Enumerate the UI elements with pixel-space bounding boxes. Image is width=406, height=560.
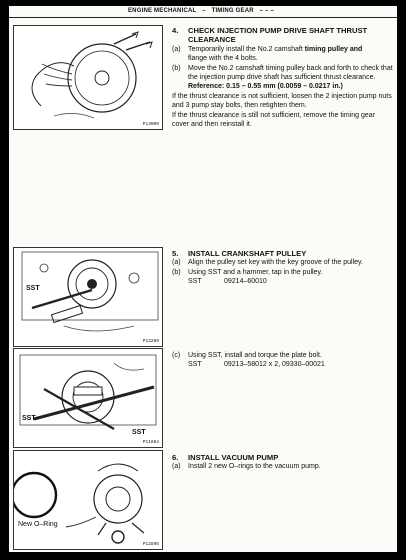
sst-value: 09213–58012 x 2, 09330–00021 xyxy=(224,361,325,369)
step-number: 6. xyxy=(172,453,179,462)
sst-callout: SST xyxy=(26,285,40,292)
sst-callout-left: SST xyxy=(22,415,36,422)
item-text: Align the pulley set key with the key groove of the pulley. xyxy=(188,259,363,267)
item-label: (a) xyxy=(172,463,181,471)
step-5a xyxy=(172,258,394,267)
item-text: Install 2 new O–rings to the vacuum pump. xyxy=(188,463,321,471)
step-4-heading xyxy=(172,26,394,45)
sst-spec xyxy=(188,277,394,286)
header-separator: – xyxy=(202,8,206,14)
step-4-block xyxy=(172,26,394,129)
figure-vacuum-pump xyxy=(13,450,163,550)
step-5-block xyxy=(172,249,394,287)
item-label: (a) xyxy=(172,45,181,53)
o-ring-callout: New O–Ring xyxy=(18,521,58,528)
sst-value: 09214–60010 xyxy=(224,278,267,286)
sst-label: SST xyxy=(188,361,202,369)
figure-crankshaft-pulley-drawing xyxy=(14,248,162,346)
figure-code: P12289 xyxy=(142,339,159,344)
item-label: (b) xyxy=(172,64,181,72)
header-rule xyxy=(9,17,397,18)
figure-code: P11864 xyxy=(142,440,159,445)
page-header xyxy=(9,6,397,17)
note-paragraph: If the thrust clearance is not sufficient, loosen the 2 injection pump nuts and 3 pump stay bolts, then retighten them. xyxy=(172,92,392,110)
item-text-part: flange with the 4 bolts. xyxy=(188,55,258,63)
step-6a xyxy=(172,462,394,471)
step-4a xyxy=(172,45,394,64)
step-5c-block xyxy=(172,351,394,370)
figure-thrust-clearance-drawing xyxy=(14,26,162,129)
figure-vacuum-pump-drawing xyxy=(14,451,162,549)
step-title: INSTALL CRANKSHAFT PULLEY xyxy=(188,249,307,258)
figure-thrust-clearance xyxy=(13,25,163,130)
figure-crankshaft-pulley xyxy=(13,247,163,347)
sst-label: SST xyxy=(188,278,202,286)
manual-page xyxy=(9,6,397,552)
step-title-line1: CHECK INJECTION PUMP DRIVE SHAFT THRUST xyxy=(188,26,368,35)
step-5b xyxy=(172,268,394,277)
sst-spec xyxy=(188,360,394,369)
figure-code: P12895 xyxy=(142,542,159,547)
item-label: (b) xyxy=(172,268,181,276)
sst-callout-right: SST xyxy=(132,429,146,436)
step-4b xyxy=(172,64,394,83)
header-code: – – – xyxy=(259,8,275,14)
item-text-bold: timing pulley and xyxy=(304,45,363,53)
item-text: Move the No.2 camshaft timing pulley back and forth to check that the injection pump drive shaft has sufficient thrust clearance. xyxy=(188,64,393,82)
figure-plate-bolt xyxy=(13,348,163,448)
header-subsection: TIMING GEAR xyxy=(211,8,254,14)
step-number: 5. xyxy=(172,249,179,258)
item-text: Using SST, install and torque the plate bolt. xyxy=(188,352,322,359)
step-title-line2: CLEARANCE xyxy=(188,35,236,45)
figure-code: P13009 xyxy=(142,122,159,127)
step-number: 4. xyxy=(172,26,179,35)
step-6-block xyxy=(172,453,394,472)
reference-spec: Reference: 0.15 – 0.55 mm (0.0059 – 0.0217 in.) xyxy=(188,83,343,91)
step-6-heading xyxy=(172,453,394,462)
step-title: INSTALL VACUUM PUMP xyxy=(188,453,279,462)
item-label: (a) xyxy=(172,259,181,267)
item-label: (c) xyxy=(172,352,181,359)
item-text: Using SST and a hammer, tap in the pulley. xyxy=(188,268,323,276)
step-5c xyxy=(172,351,394,360)
header-section: ENGINE MECHANICAL xyxy=(127,8,197,14)
step-5-heading xyxy=(172,249,394,258)
item-text xyxy=(188,45,394,64)
item-text-part: Temporarily install the No.2 camshaft xyxy=(188,45,305,53)
step-title xyxy=(188,26,367,45)
note-paragraph: If the thrust clearance is still not sufficient, remove the timing gear cover and then reinstall it. xyxy=(172,111,375,129)
